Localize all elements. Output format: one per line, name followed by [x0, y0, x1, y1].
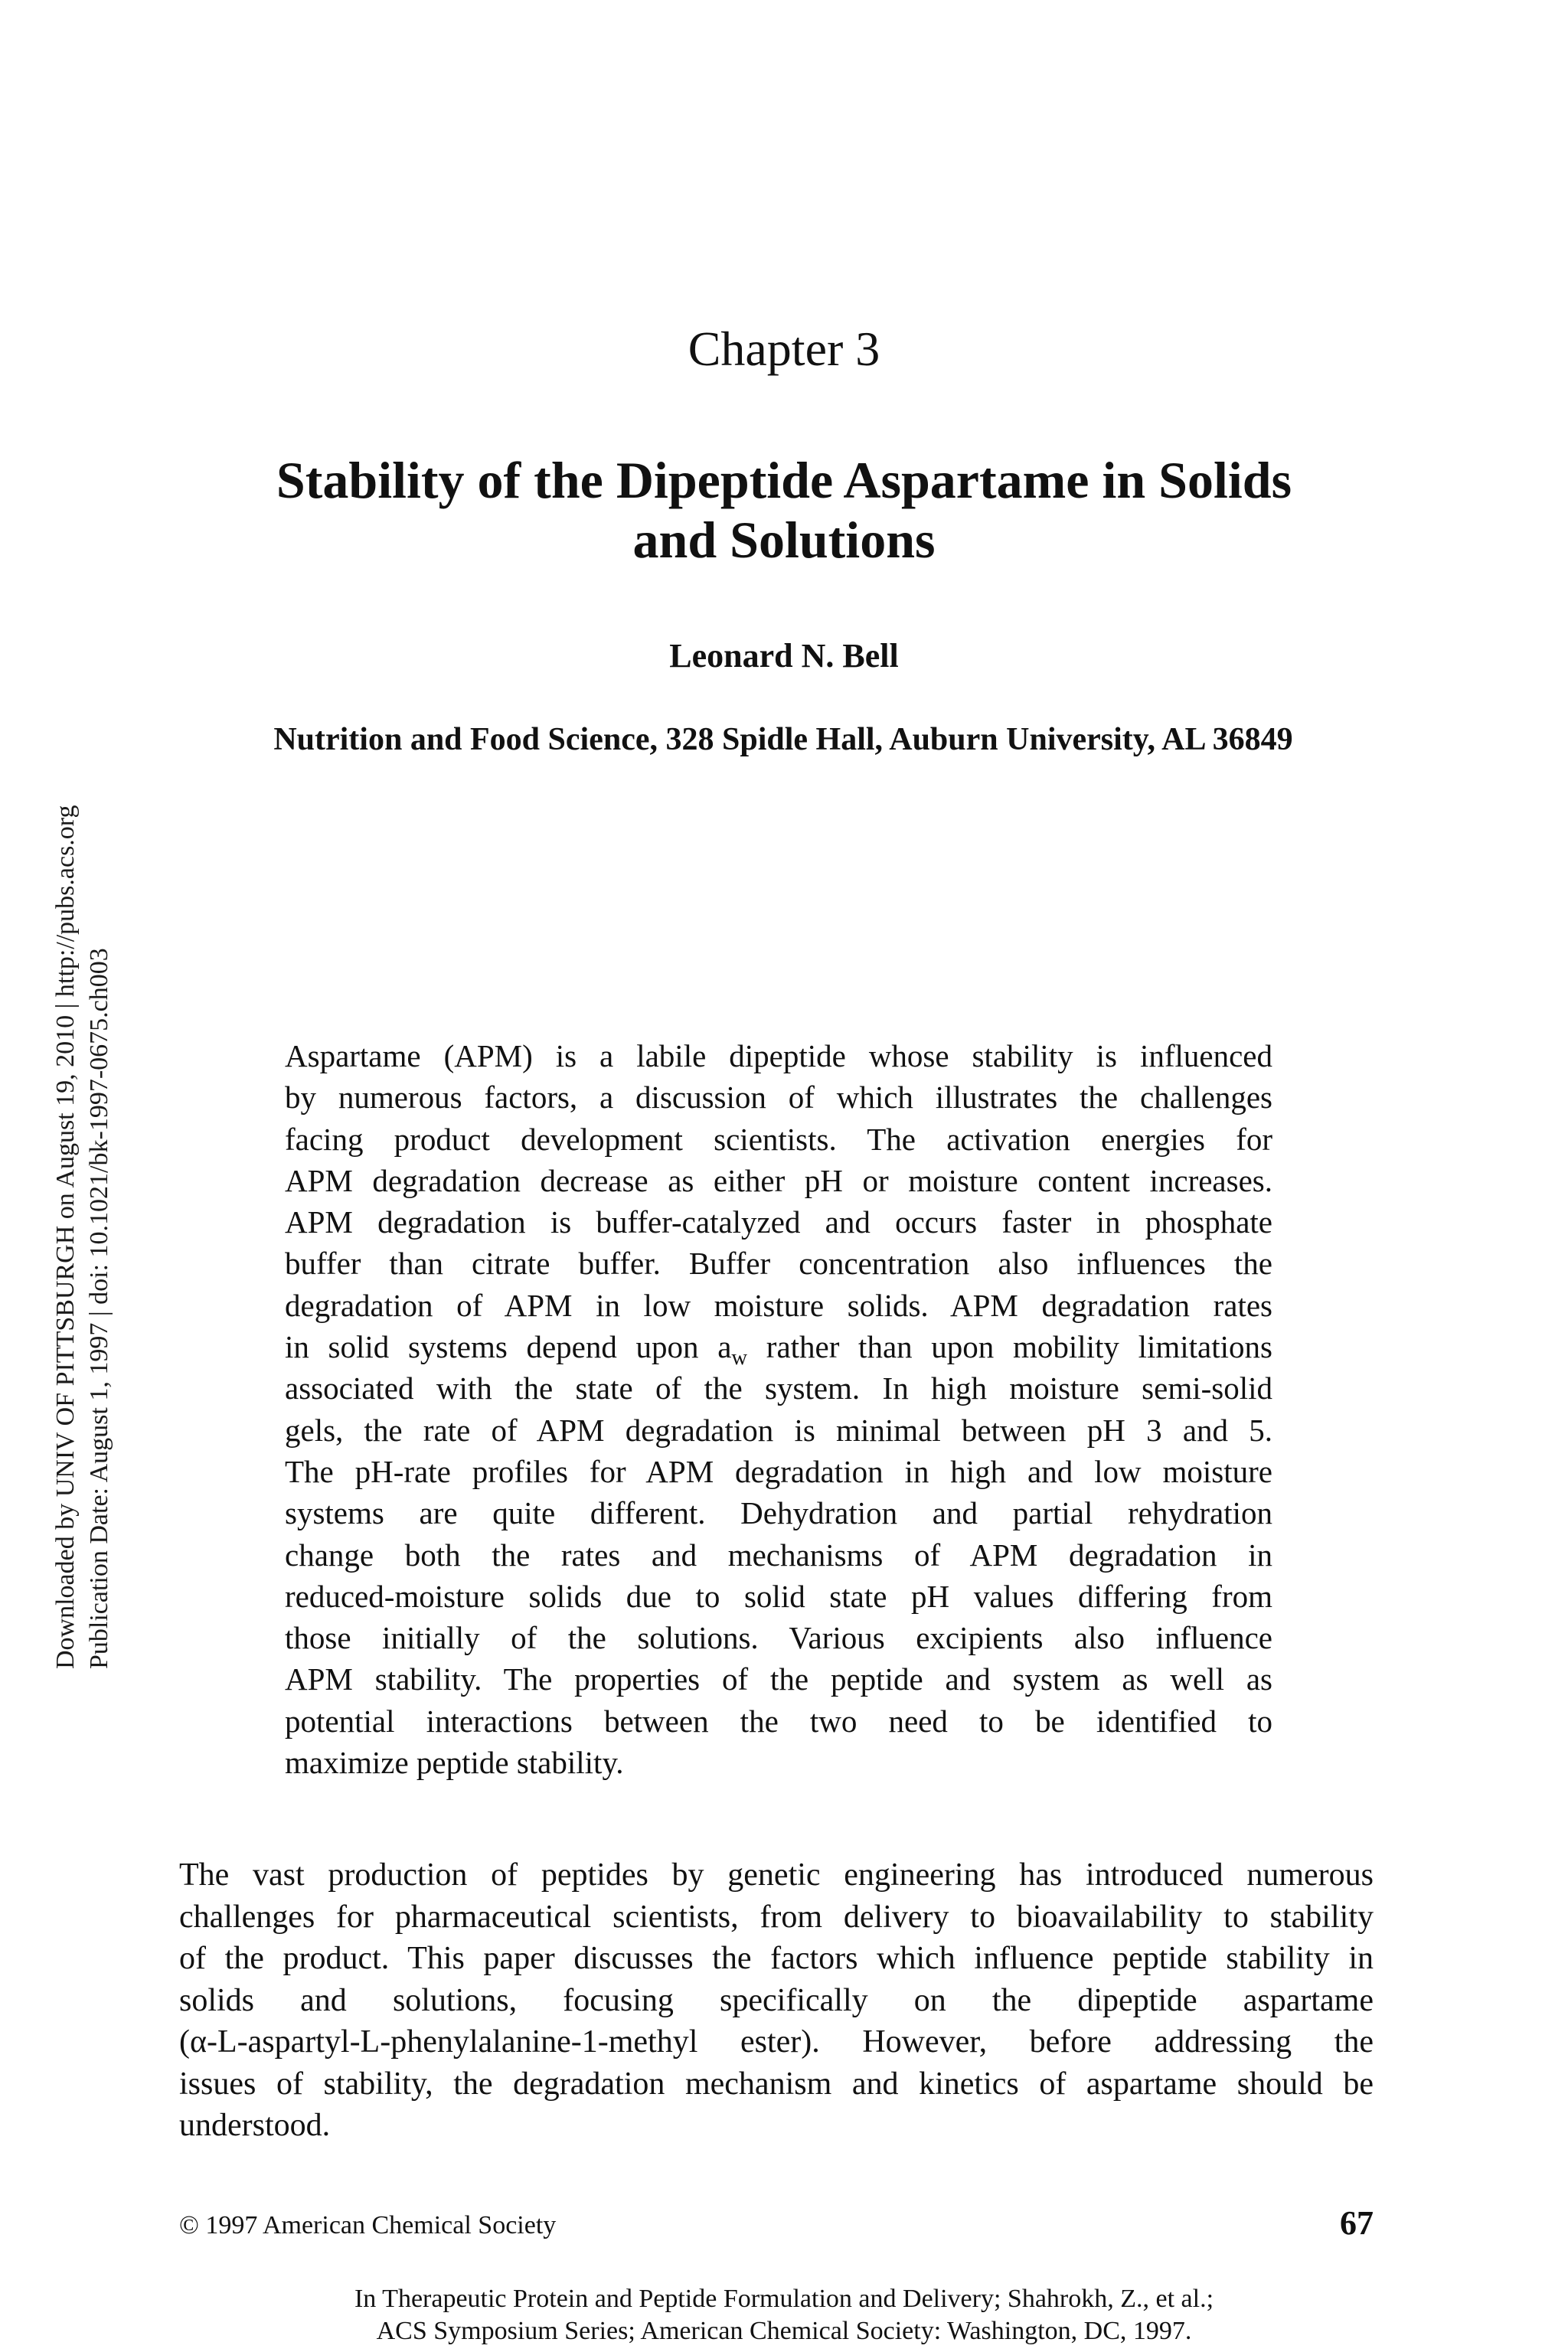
abstract-line: [285, 1326, 1272, 1370]
body-line: (α-L-aspartyl-L-phenylalanine-1-methyl ester). However, before addressing the: [179, 2024, 1374, 2060]
body-line: solids and solutions, focusing specifically on the dipeptide aspartame: [179, 1982, 1374, 2018]
citation-line: ACS Symposium Series; American Chemical Society: Washington, DC, 1997.: [376, 2317, 1192, 2345]
abstract-line: those initially of the solutions. Various excipients also influence: [285, 1620, 1272, 1656]
abstract-line: The pH-rate profiles for APM degradation in high and low moisture: [285, 1453, 1272, 1489]
body-line: of the product. This paper discusses the factors which influence peptide stability in: [179, 1941, 1374, 1976]
copyright-notice: © 1997 American Chemical Society: [179, 2211, 557, 2239]
download-watermark: [49, 674, 116, 1669]
page-number: 67: [1340, 2204, 1374, 2242]
abstract-line: APM stability. The properties of the peptide and system as well as: [285, 1661, 1272, 1697]
abstract-line: by numerous factors, a discussion of which illustrates the challenges: [285, 1080, 1272, 1116]
abstract-line: associated with the state of the system. In high moisture semi-solid: [285, 1370, 1272, 1406]
chapter-title: [0, 450, 1568, 570]
publication-line: Publication Date: August 1, 1997 | doi: 10.1021/bk-1997-0675.ch003: [85, 948, 113, 1669]
body-line: challenges for pharmaceutical scientists, from delivery to bioavailability to stability: [179, 1899, 1374, 1935]
body-paragraph: [179, 1854, 1374, 2147]
abstract-line: buffer than citrate buffer. Buffer concentration also influences the: [285, 1246, 1272, 1282]
author-name: Leonard N. Bell: [669, 637, 899, 675]
title-line: and Solutions: [632, 511, 936, 569]
abstract-line: facing product development scientists. The activation energies for: [285, 1121, 1272, 1157]
chapter-label: Chapter 3: [688, 322, 880, 376]
abstract-line-part: rather than upon mobility limitations: [747, 1329, 1272, 1365]
abstract-line: reduced-moisture solids due to solid state pH values differing from: [285, 1578, 1272, 1614]
abstract-line: change both the rates and mechanisms of APM degradation in: [285, 1537, 1272, 1573]
body-line: issues of stability, the degradation mechanism and kinetics of aspartame should be: [179, 2066, 1374, 2102]
abstract-line: degradation of APM in low moisture solids. APM degradation rates: [285, 1287, 1272, 1323]
body-line: The vast production of peptides by genetic engineering has introduced numerous: [179, 1857, 1374, 1893]
source-citation: [0, 2283, 1568, 2347]
abstract-line: APM degradation is buffer-catalyzed and occurs faster in phosphate: [285, 1204, 1272, 1240]
abstract-line-part: in solid systems depend upon a: [285, 1329, 732, 1365]
water-activity-subscript: w: [731, 1345, 748, 1370]
abstract-line: potential interactions between the two need to be identified to: [285, 1703, 1272, 1739]
abstract-line: APM degradation decrease as either pH or moisture content increases.: [285, 1162, 1272, 1198]
abstract-line: maximize peptide stability.: [285, 1745, 624, 1781]
abstract-line: Aspartame (APM) is a labile dipeptide whose stability is influenced: [285, 1038, 1272, 1073]
download-line: Downloaded by UNIV OF PITTSBURGH on August 19, 2010 | http://pubs.acs.org: [51, 805, 80, 1669]
abstract-line: systems are quite different. Dehydration and partial rehydration: [285, 1495, 1272, 1531]
author-affiliation: Nutrition and Food Science, 328 Spidle Hall, Auburn University, AL 36849: [273, 722, 1293, 757]
abstract: [285, 1035, 1272, 1783]
title-line: Stability of the Dipeptide Aspartame in Solids: [276, 451, 1292, 509]
citation-line: In Therapeutic Protein and Peptide Formulation and Delivery; Shahrokh, Z., et al.;: [354, 2285, 1214, 2313]
body-line: understood.: [179, 2108, 331, 2143]
abstract-line: gels, the rate of APM degradation is minimal between pH 3 and 5.: [285, 1412, 1272, 1448]
